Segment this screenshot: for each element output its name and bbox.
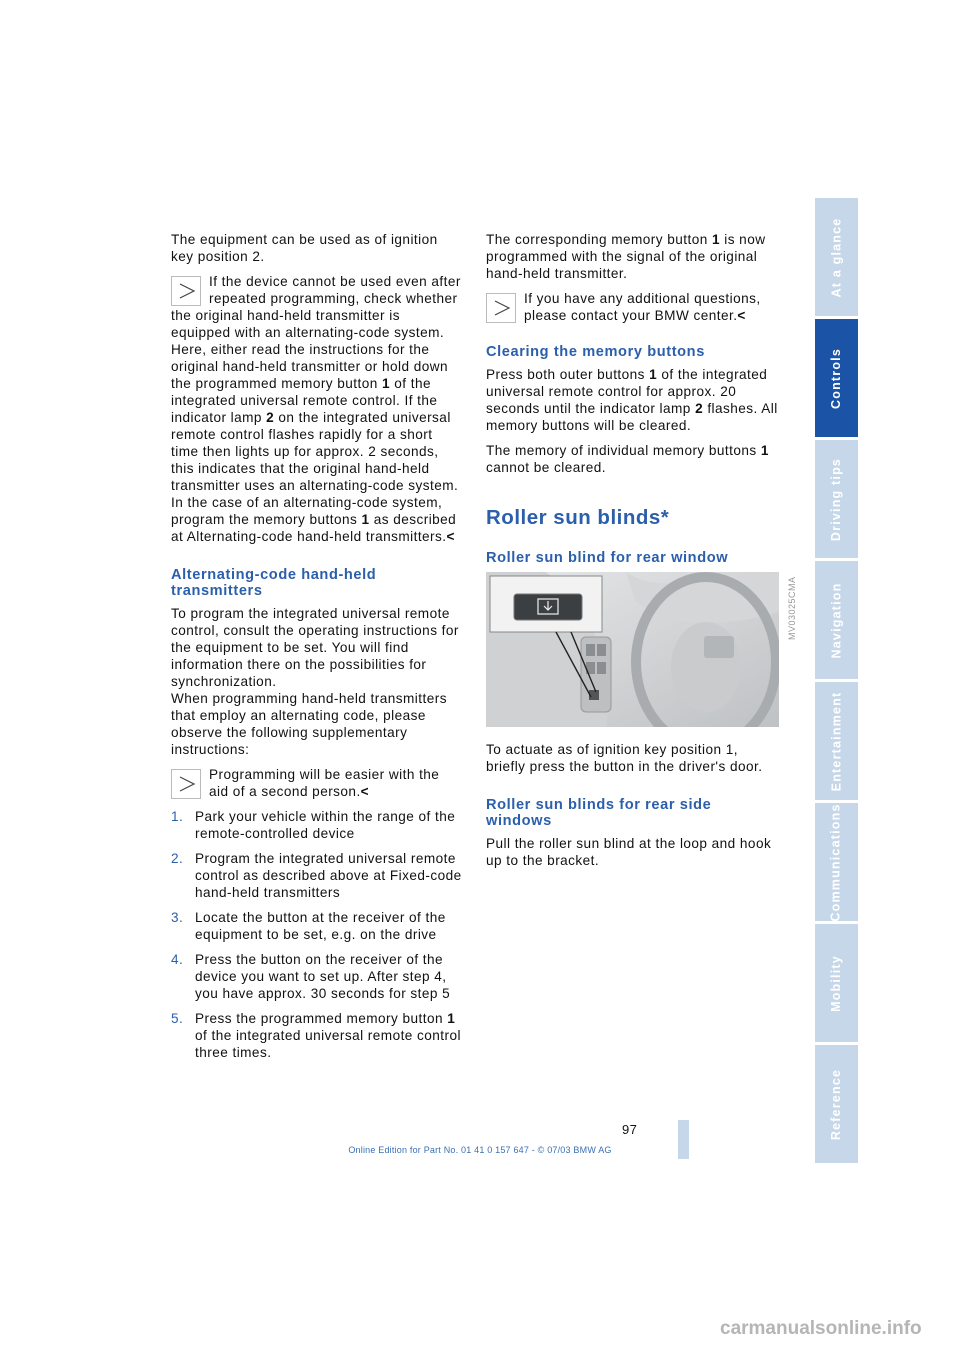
tab-label: Mobility (829, 954, 844, 1012)
chapter-tabs (815, 198, 858, 1166)
ref-number: 1 (382, 376, 391, 391)
list-item (171, 909, 463, 943)
ref-number: 1 (649, 367, 658, 382)
tab-label: Navigation (829, 582, 843, 658)
paragraph: When programming hand-held transmitters that employ an alternating code, please observe the following supplementary instructions: (171, 691, 447, 757)
ref-number: 2 (695, 401, 704, 416)
note-arrow-icon (171, 276, 201, 306)
tab-driving-tips[interactable] (815, 440, 858, 558)
paragraph: The equipment can be used as of ignition key position 2. (171, 232, 438, 264)
text-run: of the integrated universal remote control for approx. 20 seconds until the indicator lamp (486, 367, 768, 416)
note-text: as described at Alternating-code hand-held transmitters. (171, 512, 457, 544)
right-column (486, 231, 778, 877)
paragraph (486, 231, 778, 282)
ref-number: 1 (760, 443, 769, 458)
step-list (171, 808, 463, 1061)
text-run: flashes. All memory buttons will be cleared. (486, 401, 778, 433)
note-arrow-icon (171, 769, 201, 799)
note-block (171, 766, 463, 800)
text-run: cannot be cleared. (486, 460, 606, 475)
section-heading-clearing: Clearing the memory buttons (486, 344, 705, 360)
tab-label: Entertainment (829, 691, 844, 791)
text-run: Press both outer buttons (486, 367, 645, 382)
step-number: 2. (171, 851, 184, 866)
note-text: Programming will be easier with the aid of a second person. (209, 767, 440, 799)
tab-label: At a glance (829, 217, 844, 297)
footer-edition-note: Online Edition for Part No. 01 41 0 157 647 - © 07/03 BMW AG (348, 1145, 612, 1155)
note-text: of the integrated universal remote control. If the indicator lamp (171, 376, 438, 425)
step-number: 5. (171, 1011, 184, 1026)
section-heading-alternating-code: Alternating-code hand-held transmitters (171, 567, 377, 599)
tab-label: Communications (829, 802, 844, 922)
paragraph (486, 442, 778, 476)
tab-label: Driving tips (829, 457, 843, 541)
end-mark: < (360, 784, 370, 799)
chapter-heading-roller-sun-blinds: Roller sun blinds* (486, 506, 670, 529)
tab-communications[interactable] (815, 803, 858, 921)
tab-label: Controls (829, 347, 843, 409)
paragraph (486, 366, 778, 434)
left-column (171, 231, 463, 1069)
step-text: Press the button on the receiver of the device you want to set up. After step 4, you have approx. 30 seconds for step 5 (195, 952, 451, 1001)
page-number: 97 (622, 1122, 638, 1137)
tab-mobility[interactable] (815, 924, 858, 1042)
section-heading-rear-side-windows: Roller sun blinds for rear side windows (486, 797, 712, 829)
note-text: on the integrated universal remote control flashes rapidly for a short time then lights up for approx. 2 seconds, this indicates that the original hand-held transmitter uses an alternating-code system. In the case of an alternating-code system, program the memory buttons (171, 410, 459, 527)
tab-at-a-glance[interactable] (815, 198, 858, 316)
step-number: 1. (171, 809, 184, 824)
ref-number: 1 (711, 232, 720, 247)
ref-number: 2 (266, 410, 275, 425)
tab-controls[interactable] (815, 319, 858, 437)
figure-code: MV03025CMA (787, 576, 797, 640)
door-panel-photo (486, 572, 779, 727)
end-mark: < (737, 308, 746, 323)
section-heading-rear-window: Roller sun blind for rear window (486, 550, 729, 566)
step-text: Locate the button at the receiver of the equipment to be set, e.g. on the drive (195, 910, 446, 942)
tab-navigation[interactable] (815, 561, 858, 679)
text-run: is now programmed with the signal of the original hand-held transmitter. (486, 232, 766, 281)
list-item (171, 951, 463, 1002)
step-text: Park your vehicle within the range of the remote-controlled device (195, 809, 456, 841)
note-block (171, 273, 463, 545)
note-text: If you have any additional questions, please contact your BMW center. (524, 291, 761, 323)
note-text: If the device cannot be used even after repeated programming, check whether the original hand-held transmitter is equipped with an alternating-code system. Here, either read the instructions for the original hand-held transmitter or hold down the programmed memory button (171, 274, 461, 391)
list-item (171, 850, 463, 901)
text-run: The memory of individual memory buttons (486, 443, 757, 458)
step-number: 4. (171, 952, 184, 967)
step-text: Program the integrated universal remote control as described above at Fixed-code hand-held transmitters (195, 851, 462, 900)
paragraph: To actuate as of ignition key position 1, briefly press the button in the driver's door. (486, 742, 763, 774)
ref-number: 1 (447, 1011, 456, 1026)
note-block (486, 290, 778, 324)
note-arrow-icon (486, 293, 516, 323)
tab-label: Reference (829, 1068, 843, 1140)
tab-entertainment[interactable] (815, 682, 858, 800)
step-text: Press the programmed memory button (195, 1011, 443, 1026)
watermark: carmanualsonline.info (720, 1318, 922, 1339)
step-number: 3. (171, 910, 184, 925)
text-run: The corresponding memory button (486, 232, 708, 247)
list-item (171, 1010, 463, 1061)
paragraph: To program the integrated universal remote control, consult the operating instructions for the equipment to be set. You will find information there on the possibilities for synchronization. (171, 606, 459, 689)
end-mark: < (446, 529, 455, 544)
ref-number: 1 (361, 512, 370, 527)
step-text: of the integrated universal remote control three times. (195, 1028, 461, 1060)
list-item (171, 808, 463, 842)
paragraph: Pull the roller sun blind at the loop and hook up to the bracket. (486, 836, 772, 868)
